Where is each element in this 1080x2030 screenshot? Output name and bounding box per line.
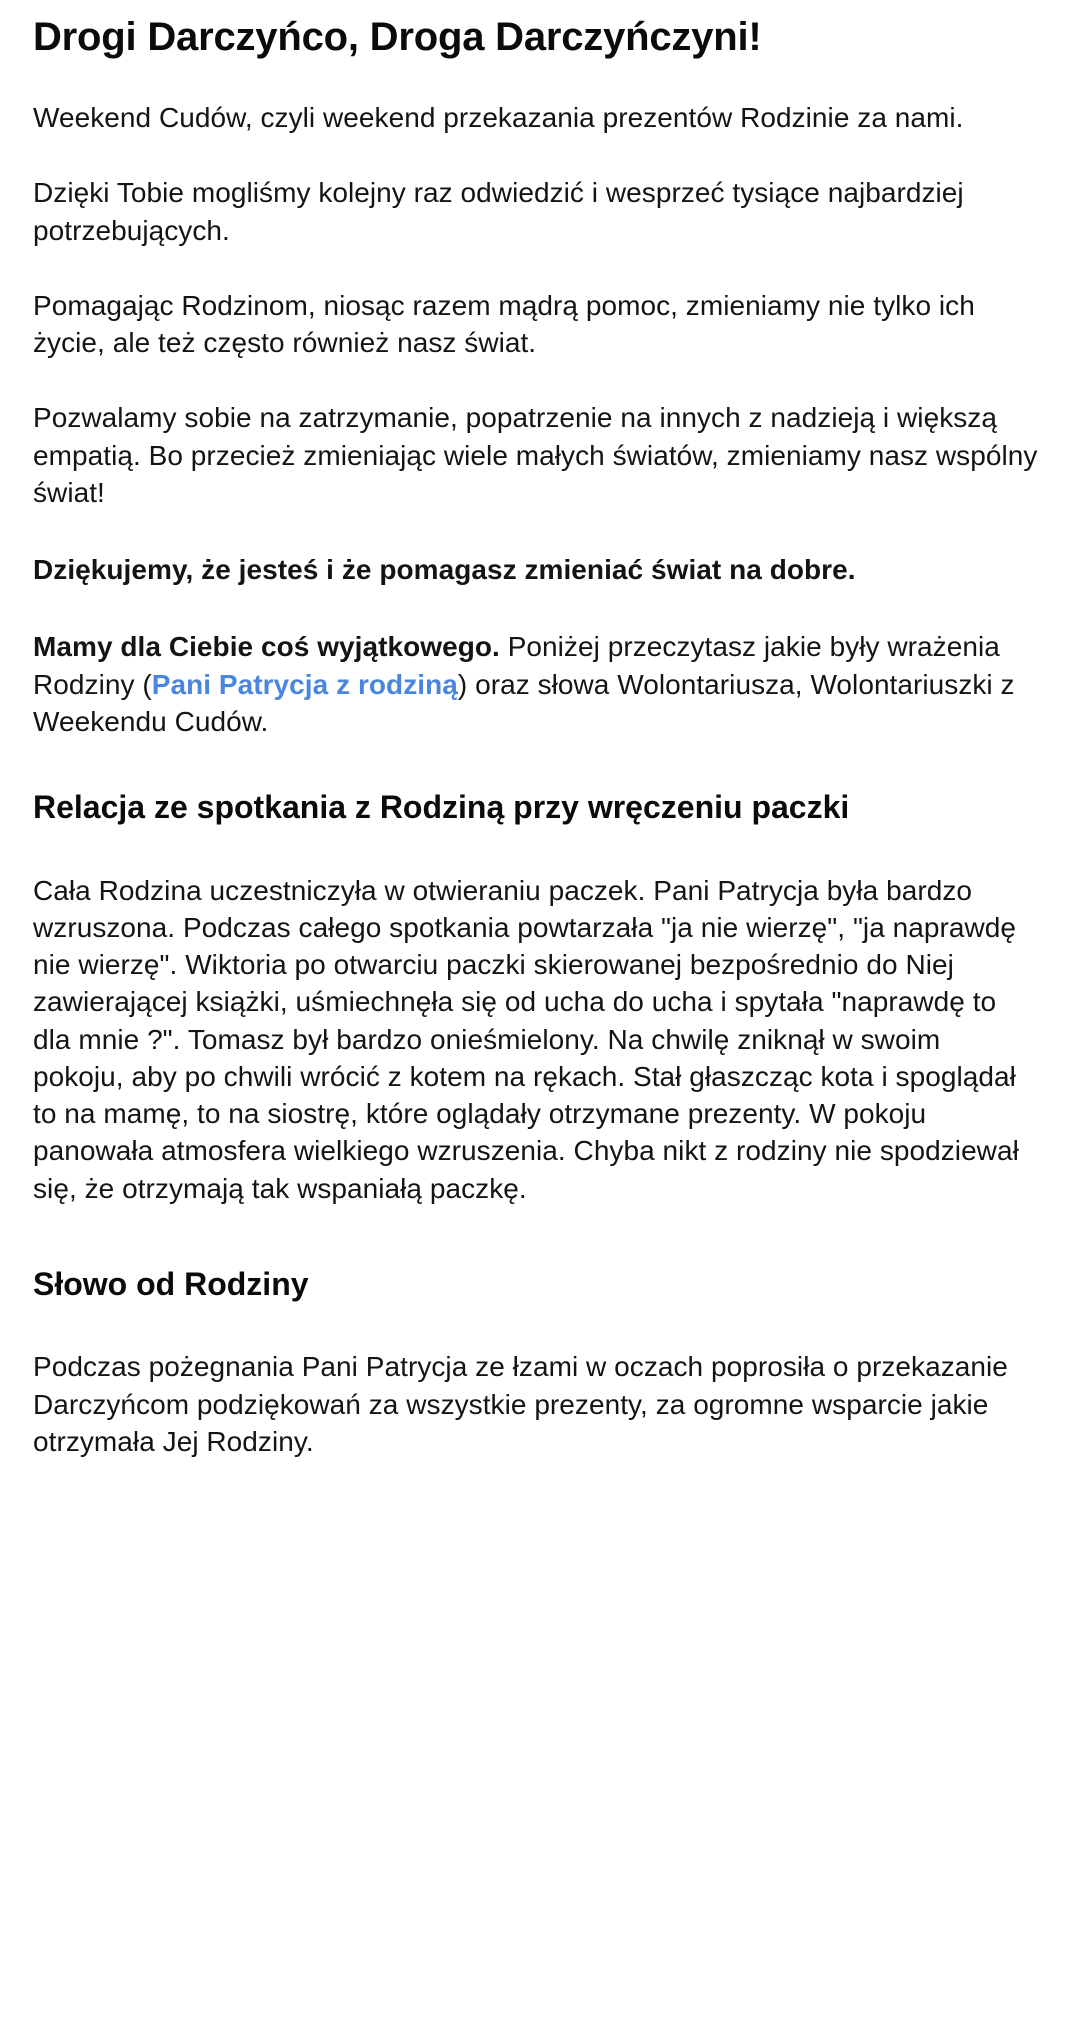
section-body-meeting: Cała Rodzina uczestniczyła w otwieraniu paczek. Pani Patrycja była bardzo wzruszona. Podczas całego spotkania powtarzała "ja nie wierzę", "ja naprawdę nie wierzę". Wiktoria po otwarciu paczki skierowanej bezpośrednio do Niej zawierającej książki, uśmiechnęła się od ucha do ucha i spytała "naprawdę to dla mnie ?". Tomasz był bardzo onieśmielony. Na chwilę zniknął w swoim pokoju, aby po chwili wrócić z kotem na rękach. Stał głaszcząc kota i spoglądał to na mamę, to na siostrę, które oglądały otrzymane prezenty. W pokoju panowała atmosfera wielkiego wzruszenia. Chyba nikt z rodziny nie spodziewał się, że otrzymają tak wspaniałą paczkę. bbox=[33, 874, 1019, 1204]
special-lead-bold: Mamy dla Ciebie coś wyjątkowego. bbox=[33, 631, 500, 663]
article-body bbox=[33, 0, 1038, 1460]
intro-paragraph-1: Weekend Cudów, czyli weekend przekazania prezentów Rodzinie za nami. bbox=[33, 102, 964, 134]
intro-paragraph-2: Dzięki Tobie mogliśmy kolejny raz odwiedzić i wesprzeć tysiące najbardziej potrzebujących. bbox=[33, 177, 964, 246]
thanks-statement: Dziękujemy, że jesteś i że pomagasz zmieniać świat na dobre. bbox=[33, 554, 856, 586]
section-heading-family-word: Słowo od Rodziny bbox=[33, 1265, 309, 1302]
special-announcement bbox=[33, 588, 1038, 740]
family-story-link[interactable]: Pani Patrycja z rodziną bbox=[151, 668, 458, 700]
page-title: Drogi Darczyńco, Droga Darczyńczyni! bbox=[33, 15, 762, 59]
special-text-before-link: Poniżej przeczytasz jakie były wrażenia Rodziny ( bbox=[33, 631, 1000, 700]
intro-paragraph-3: Pomagając Rodzinom, niosąc razem mądrą pomoc, zmieniamy nie tylko ich życie, ale też często również nasz świat. bbox=[33, 289, 975, 359]
special-text-after-link: ) oraz słowa Wolontariusza, Wolontariuszki z Weekendu Cudów. bbox=[33, 668, 1015, 737]
section-body-family-word: Podczas pożegnania Pani Patrycja ze łzami w oczach poprosiła o przekazanie Darczyńcom podziękowań za wszystkie prezenty, za ogromne wsparcie jakie otrzymała Jej Rodziny. bbox=[33, 1351, 1008, 1457]
section-heading-meeting: Relacja ze spotkania z Rodziną przy wręczeniu paczki bbox=[33, 789, 850, 825]
intro-paragraph-4: Pozwalamy sobie na zatrzymanie, popatrzenie na innych z nadzieją i większą empatią. Bo przecież zmieniając wiele małych światów, zmieniamy nasz wspólny świat! bbox=[33, 402, 1038, 508]
